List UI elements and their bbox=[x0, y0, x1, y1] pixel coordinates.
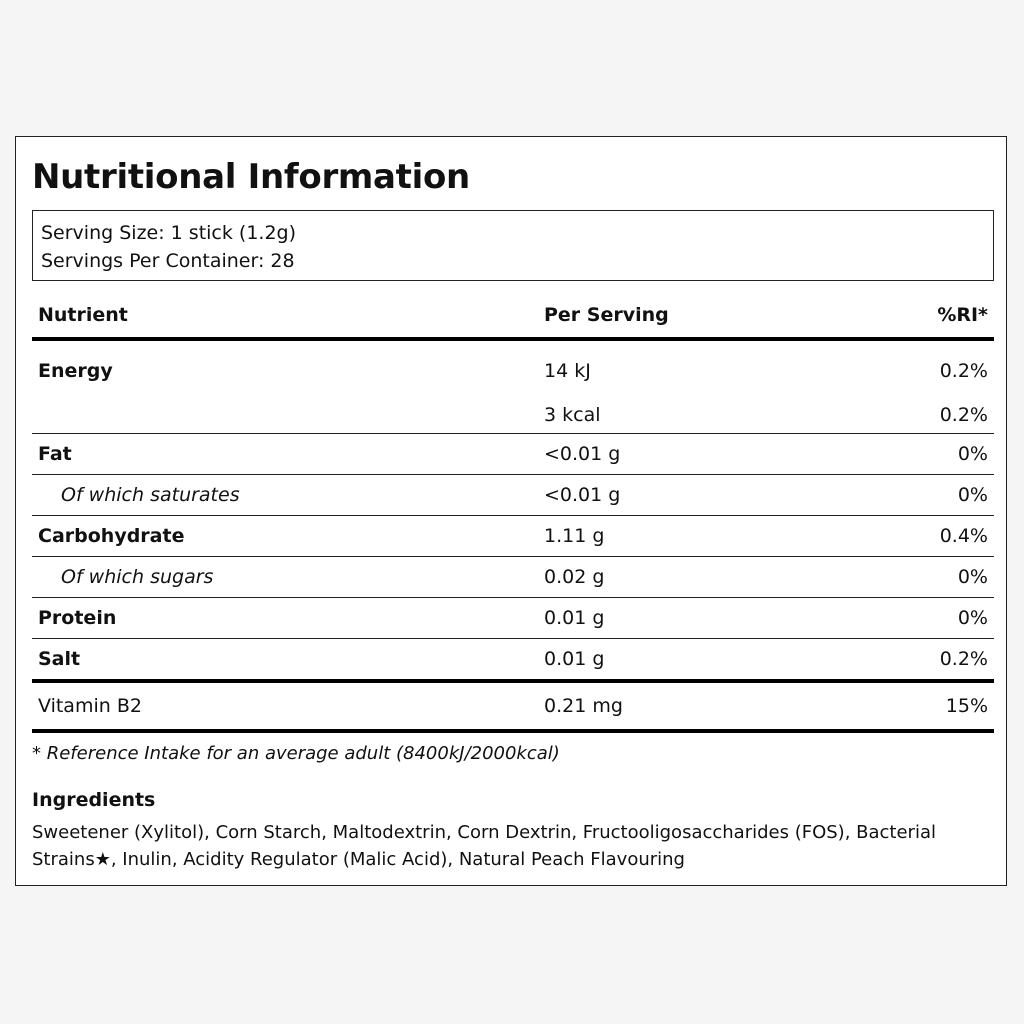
saturates-ri: 0% bbox=[850, 475, 994, 516]
energy-kj-ri: 0.2% bbox=[939, 360, 988, 382]
nutrition-label bbox=[15, 136, 1007, 886]
table-header-row bbox=[32, 292, 994, 339]
table-row-sugars bbox=[32, 557, 994, 598]
energy-kj-value: 14 kJ bbox=[544, 360, 591, 382]
saturates-value: <0.01 g bbox=[538, 475, 850, 516]
protein-ri: 0% bbox=[850, 598, 994, 639]
nutrient-fat: Fat bbox=[32, 434, 538, 475]
sugars-value: 0.02 g bbox=[538, 557, 850, 598]
salt-value: 0.01 g bbox=[538, 639, 850, 682]
nutrient-vitamin-b2: Vitamin B2 bbox=[32, 681, 538, 731]
nutrient-protein: Protein bbox=[32, 598, 538, 639]
header-ri: %RI* bbox=[937, 303, 988, 326]
nutrient-energy: Energy bbox=[38, 360, 113, 382]
nutrient-sugars: Of which sugars bbox=[32, 557, 538, 598]
energy-kcal-value: 3 kcal bbox=[544, 404, 601, 426]
fat-value: <0.01 g bbox=[538, 434, 850, 475]
nutrition-table bbox=[32, 292, 994, 733]
ingredients-heading: Ingredients bbox=[32, 789, 156, 811]
servings-per-container: Servings Per Container: 28 bbox=[41, 250, 295, 272]
protein-value: 0.01 g bbox=[538, 598, 850, 639]
nutrient-salt: Salt bbox=[32, 639, 538, 682]
sugars-ri: 0% bbox=[850, 557, 994, 598]
table-row-energy-kcal bbox=[32, 397, 994, 434]
table-row-salt bbox=[32, 639, 994, 682]
header-per-serving: Per Serving bbox=[544, 303, 669, 326]
vitamin-b2-ri: 15% bbox=[850, 681, 994, 731]
energy-kcal-ri: 0.2% bbox=[939, 404, 988, 426]
serving-size: Serving Size: 1 stick (1.2g) bbox=[41, 222, 297, 244]
serving-info-box bbox=[32, 210, 994, 281]
vitamin-b2-value: 0.21 mg bbox=[538, 681, 850, 731]
table-row-fat bbox=[32, 434, 994, 475]
carbohydrate-value: 1.11 g bbox=[538, 516, 850, 557]
ri-footnote: * Reference Intake for an average adult (8400kJ/2000kcal) bbox=[32, 743, 560, 764]
ingredients-list: Sweetener (Xylitol), Corn Starch, Maltodextrin, Corn Dextrin, Fructooligosaccharides (FOS), Bacterial Strains★, Inulin, Acidity Regulator (Malic Acid), Natural Peach Flavouring bbox=[32, 822, 936, 870]
salt-ri: 0.2% bbox=[850, 639, 994, 682]
table-row-carbohydrate bbox=[32, 516, 994, 557]
nutrient-carbohydrate: Carbohydrate bbox=[32, 516, 538, 557]
table-row-protein bbox=[32, 598, 994, 639]
label-title: Nutritional Information bbox=[32, 157, 470, 197]
table-row-energy-kj bbox=[32, 339, 994, 397]
carbohydrate-ri: 0.4% bbox=[850, 516, 994, 557]
nutrient-saturates: Of which saturates bbox=[32, 475, 538, 516]
header-nutrient: Nutrient bbox=[38, 303, 128, 326]
nutrient-energy-blank bbox=[32, 397, 538, 434]
fat-ri: 0% bbox=[850, 434, 994, 475]
table-row-saturates bbox=[32, 475, 994, 516]
table-row-vitamin-b2 bbox=[32, 681, 994, 731]
